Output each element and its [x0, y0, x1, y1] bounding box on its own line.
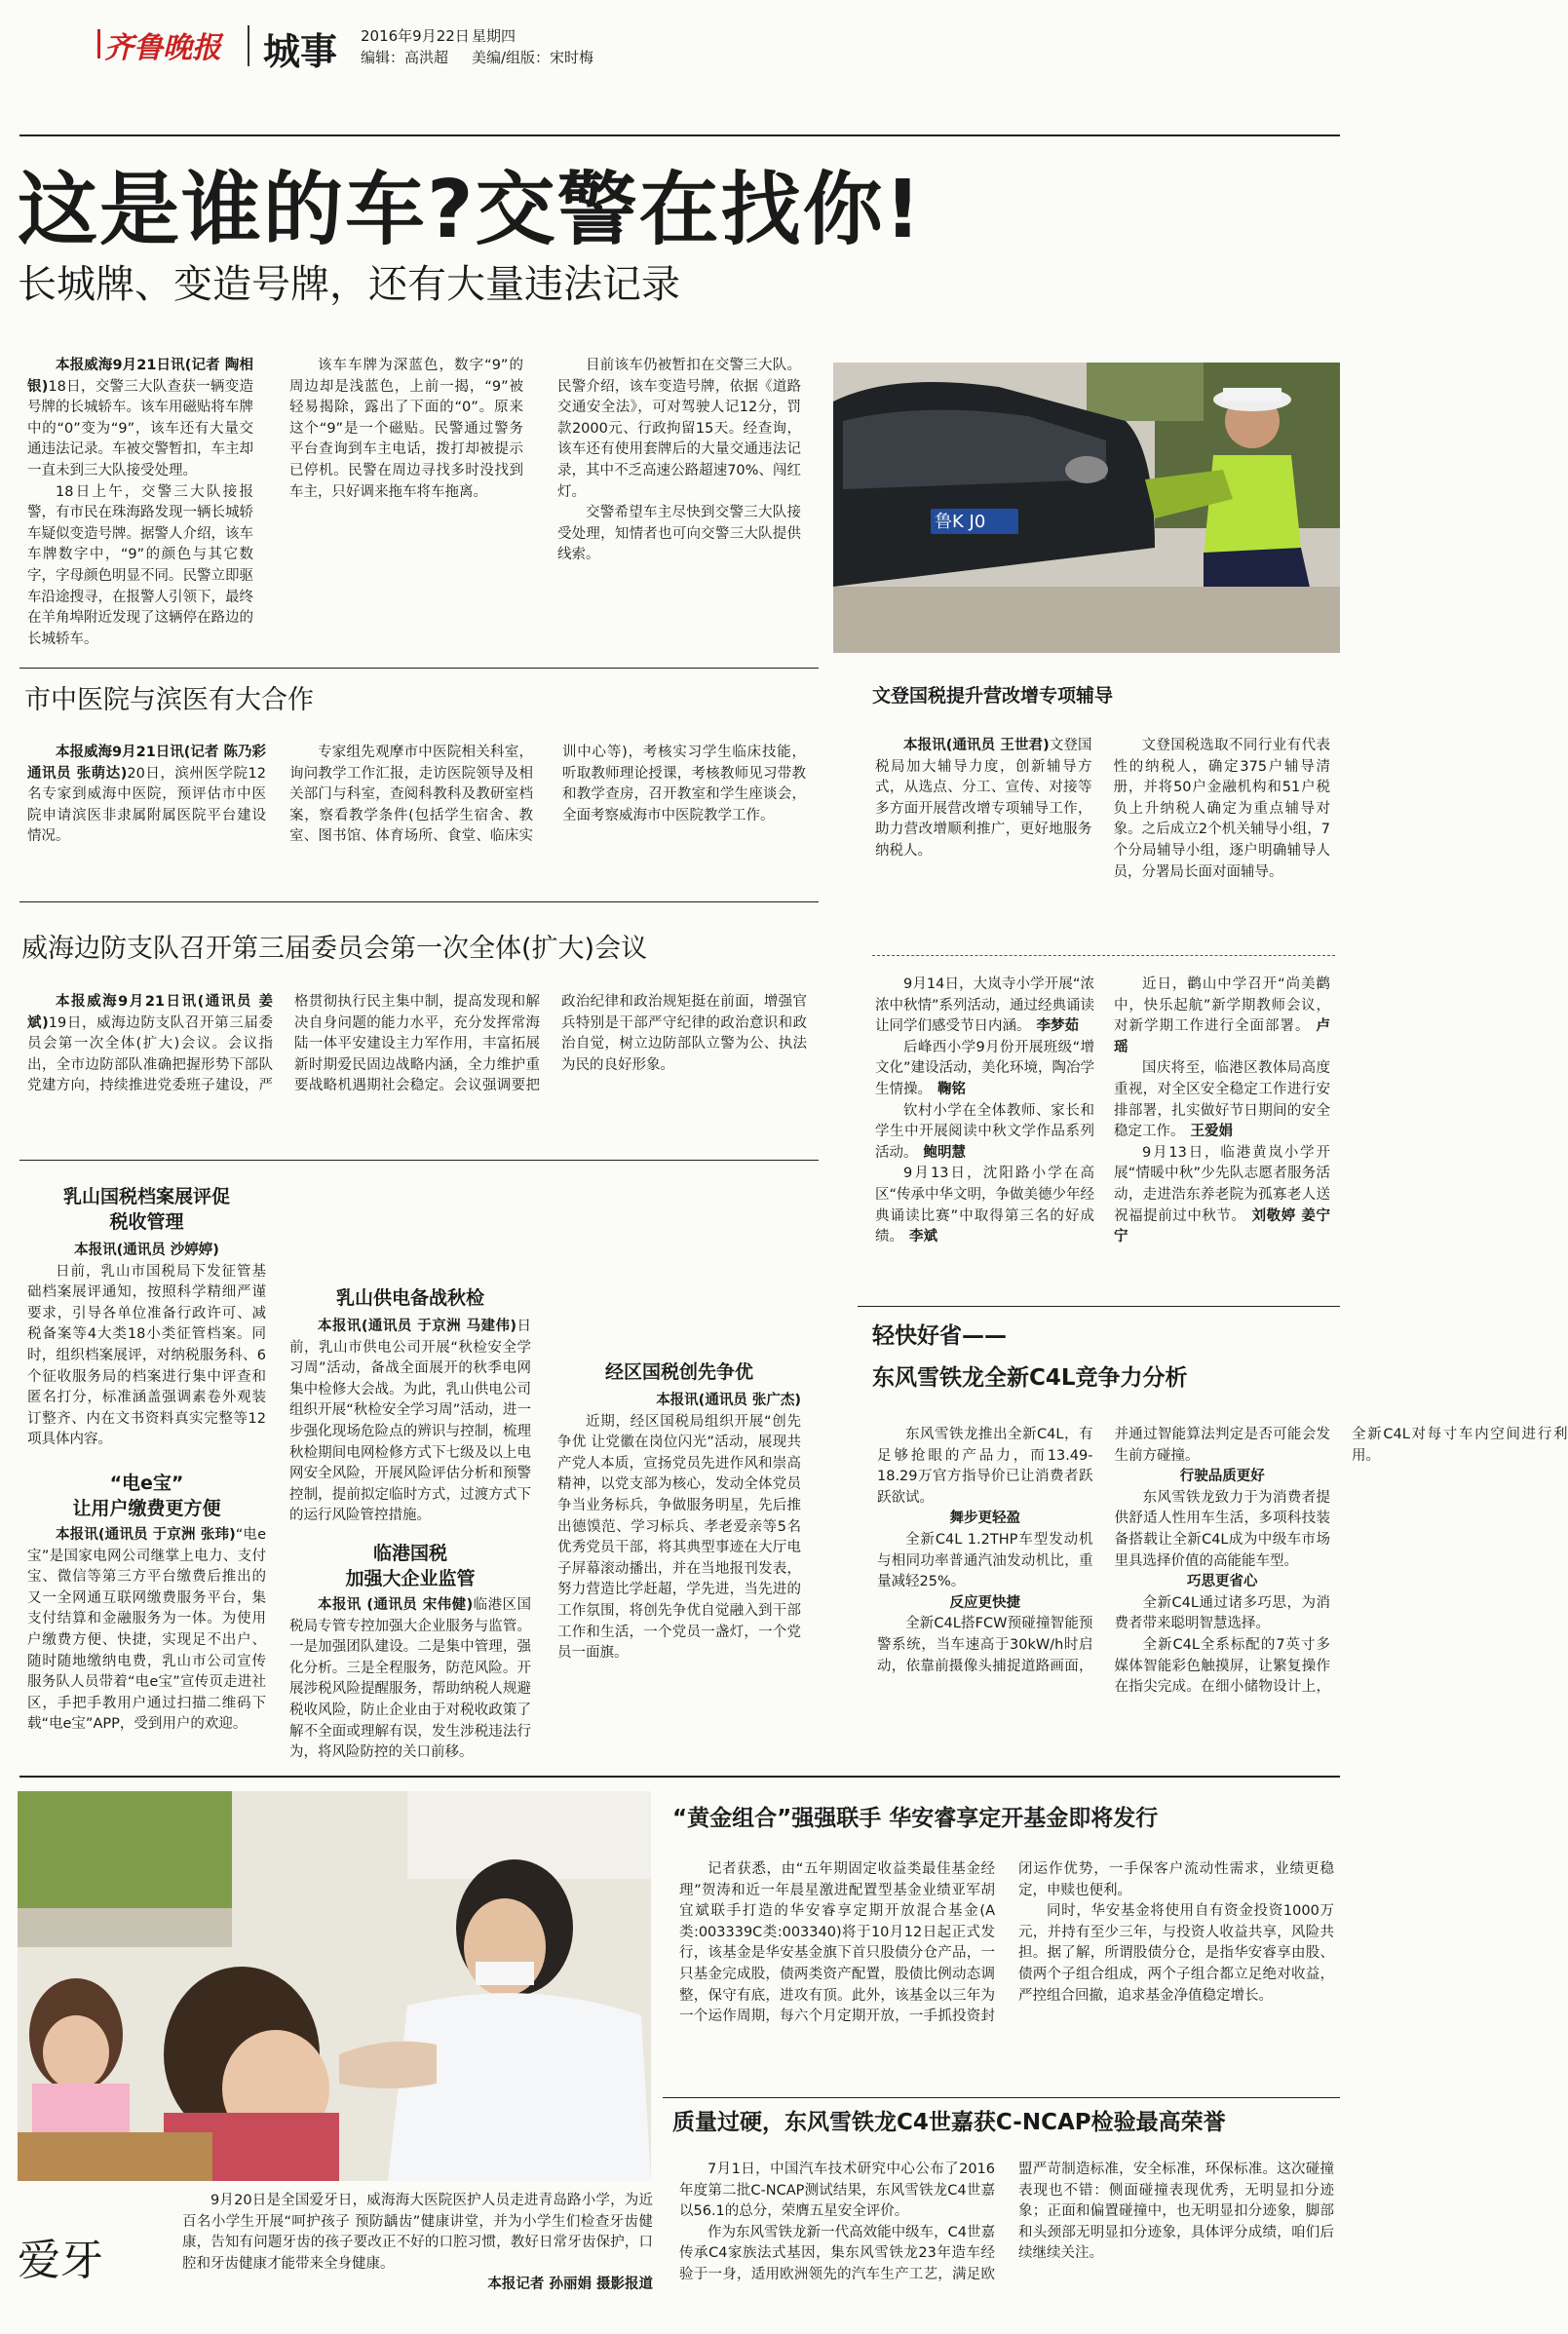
jingqu-tax-block: 经区国税创先争优 本报讯(通讯员 张广杰) 近期，经区国税局组织开展“创先争优 让党徽在岗位闪光”活动，展现共产党人本质，宣扬党员先进作风和崇高精神，以党支部为核心，发动全体党员争当业务标兵，争做服务明星，先后推出德馍范、学习标兵、孝老爱亲等5名优秀党员干部，将其典型事迹在大厅电子屏幕滚动播出，并在当地报刊发表，努力营造比学赶超，学先进，当先进的工作氛围，将创先争优自觉融入到干部工作和生活，一个党员一盏灯，一个党员一面旗。 [557, 1361, 801, 1662]
lead-photo-art [833, 363, 1340, 653]
dianebao-title-2: 让用户缴费更方便 [72, 1497, 221, 1519]
dianebao-title-1: “电e宝” [109, 1472, 184, 1494]
designer: 美编/组版：宋时梅 [472, 49, 594, 66]
dental-photo-art [18, 1791, 651, 2181]
lead-col2: 该车车牌为深蓝色，数字“9”的周边却是浅蓝色，上前一揭，“9”被轻易揭除，露出了下面的“0”。原来这个“9”是一个磁贴。民警通过警务平台查询到车主电话，拨打却被提示已停机。民警在周边寻找多时没找到车主，只好调来拖车将车拖离。 [289, 358, 523, 500]
issue-date: 2016年9月22日 [361, 27, 470, 45]
fund-bottom-rule [663, 2097, 1340, 2098]
border-body: 本报威海9月21日讯(通讯员 姜斌)19日，威海边防支队召开第三届委员会第一次全体(扩大)会议。会议指出，全市边防部队准确把握形势下部队党建方向，持续推进党委班子建设，严格贯彻执行民主集中制，提高发现和解决自身问题的能力水平，充分发挥常海陆一体平安建设主力军作用，丰富拓展新时期爱民固边战略内涵，全力维护重要战略机遇期社会稳定。会议强调要把政治纪律和政治规矩挺在前面，增强官兵特别是干部严守纪律的政治意识和政治自觉，树立边防部队立警为公、执法为民的良好形象。 [27, 994, 807, 1094]
briefs-bottom-rule [858, 1306, 1340, 1307]
lead-subhead: 长城牌、变造号牌，还有大量违法记录 [18, 262, 680, 307]
border-bottom-rule [19, 1160, 819, 1161]
c4l-body: 东风雪铁龙推出全新C4L，有足够抢眼的产品力，而13.49-18.29万官方指导价已让消费者跃跃欲试。 舞步更轻盈 全新C4L 1.2THP车型发动机与相同功率普通汽油发动机比，重量减轻25%。 反应更快捷 全新C4L搭FCW预碰撞智能预警系统，当车速高于30kW/h时启动，依靠前摄像头捕捉道路画面，并通过智能算法判定是否可能会发生前方碰撞。 行驶品质更好 东风雪铁龙致力于为消费者提供舒适人性用车生活，多项科技装备搭载让全新C4L成为中级车市场里具选择价值的高能能车型。 巧思更省心 全新C4L通过诸多巧思，为消费者带来聪明智慧选择。 全新C4L全系标配的7英寸多媒体智能彩色触摸屏，让繁复操作在指尖完成。在细小储物设计上，全新C4L对每寸车内空间进行利用。 [877, 1427, 1568, 1696]
lead-col1: 本报威海9月21日讯(记者 陶相银)18日，交警三大队查获一辆变造号牌的长城轿车。该车用磁贴将车牌中的“0”变为“9”，该车还有大量交通违法记录。车被交警暂扣，车主却一直未到三大队接受处理。 18日上午，交警三大队接报警，有市民在珠海路发现一辆长城轿车疑似变造号牌。据警人介绍，该车车牌数字中，“9”的颜色与其它数字，字母颜色明显不同。民警立即驱车沿途搜寻，在报警人引领下，最终在羊角埠附近发现了这辆停在路边的长城轿车。 [27, 358, 253, 647]
teeth-label: 爱牙 [18, 2236, 103, 2285]
editor: 编辑：高洪超 [361, 49, 449, 66]
mid-bottom-rule [19, 1776, 1340, 1778]
masthead-logo-bar [97, 29, 100, 58]
masthead-divider [248, 25, 249, 66]
rushan-tax-block: 乳山国税档案展评促税收管理 本报讯(通讯员 沙婷婷) 日前，乳山市国税局下发征管基础档案展评通知，按照科学精细严谨要求，引导各单位准备行政许可、减税备案等4大类18小类征管档案。同时，组织档案展评，对纳税服务科、6个征收服务局的档案进行集中评查和匿名打分，标准涵盖强调素卷外观装订整齐、内在文书资料真实完整等12项具体内容。 “电e宝” 让用户缴费更方便 本报讯(通讯员 于京洲 张玮)“电e宝”是国家电网公司继掌上电力、支付宝、微信等第三方平台缴费后推出的又一全网通互联网缴费服务平台，集支付结算和金融服务为一体。为使用户缴费方便、快捷，实现足不出户、随时随地缴纳电费，乳山市公司宣传服务队人员带着“电e宝”宣传页走进社区，手把手教用户通过扫描二维码下载“电e宝”APP，受到用户的欢迎。 [27, 1186, 266, 1733]
dental-photo [18, 1791, 651, 2181]
teeth-caption: 9月20日是全国爱牙日，威海海大医院医护人员走进青岛路小学，为近百名小学生开展“呵护孩子 预防龋齿”健康讲堂，并为小学生们检查牙齿健康，告知有问题牙齿的孩子要改正不好的口腔习惯，教好日常牙齿保护，口腔和牙齿健康才能带来全身健康。 本报记者 孙丽娟 摄影报道 [182, 2191, 653, 2296]
paper-logo: 齐鲁晚报 [104, 31, 221, 65]
lingang-tax-title-2: 加强大企业监管 [345, 1567, 476, 1589]
jingqu-tax-title: 经区国税创先争优 [604, 1361, 753, 1383]
masthead-rule [19, 134, 1340, 136]
ncap-title: 质量过硬，东风雪铁龙C4世嘉获C-NCAP检验最高荣誉 [672, 2110, 1226, 2135]
lead-byline: 本报威海9月21日讯(记者 陶相银) [27, 358, 253, 395]
lead-headline: 这是谁的车?交警在找你! [18, 164, 923, 256]
masthead [21, 18, 1337, 76]
hospital-bottom-rule [19, 901, 819, 902]
section-name: 城事 [263, 30, 338, 73]
c4l-kicker: 轻快好省—— [872, 1323, 1007, 1349]
lead-photo [833, 363, 1340, 653]
border-title: 威海边防支队召开第三届委员会第一次全体(扩大)会议 [21, 934, 648, 964]
rushan-tax-title: 乳山国税档案展评促税收管理 [62, 1186, 230, 1233]
c4l-title: 东风雪铁龙全新C4L竞争力分析 [872, 1365, 1188, 1391]
hospital-title: 市中医院与滨医有大合作 [24, 685, 314, 715]
wendeng-body: 本报讯(通讯员 王世君)文登国税局加大辅导力度，创新辅导方式，从选点、分工、宣传、对接等多方面开展营改增专项辅导工作，助力营改增顺利推广，更好地服务纳税人。 文登国税选取不同行业有代表性的纳税人，确定375户辅导清册，并将50户金融机构和51户税负上升纳税人确定为重点辅导对象。之后成立2个机关辅导小组，7个分局辅导小组，逐户明确辅导人员，分署局长面对面辅导。 [875, 738, 1330, 880]
briefs-left: 9月14日，大岚寺小学开展“浓浓中秋情”系列活动，通过经典诵读让同学们感受节日内涵。 李梦茹 后峰西小学9月份开展班级“增文化”建设活动，美化环境，陶冶学生情操。 鞠铭 钦村小学在全体教师、家长和学生中开展阅读中秋文学作品系列活动。 鲍明慧 9月13日，沈阳路小学在高区“传承中华文明，争做美德少年经典诵读比赛”中取得第三名的好成绩。 李斌 [875, 976, 1095, 1245]
rushan-power-block: 乳山供电备战秋检 本报讯(通讯员 于京洲 马建伟)日前，乳山市供电公司开展“秋检安全学习周”活动，备战全面展开的秋季电网集中检修大会战。为此，乳山供电公司组织开展“秋检安全学习周”活动，进一步强化现场危险点的辨识与控制，梳理秋检期间电网检修方式下七级及以上电网安全风险，开展风险评估分析和预警控制，提前拟定临时方式，过渡方式下的运行风险管控措施。 临港国税 加强大企业监管 本报讯 (通讯员 宋伟健)临港区国税局专管专控加强大企业服务与监管。一是加强团队建设。二是集中管理，强化分析。三是全程服务，防范风险。开展涉税风险提醒服务，帮助纳税人规避税收风险，防止企业由于对税收政策了解不全面或理解有误，发生涉税违法行为，将风险防控的关口前移。 [289, 1287, 532, 1761]
lead-col3: 目前该车仍被暂扣在交警三大队。民警介绍，该车变造号牌，依据《道路交通安全法》，可对驾驶人记12分，罚款2000元、行政拘留15天。经查询，该车还有使用套牌后的大量交通违法记录，其中不乏高速公路超速70%、闯红灯。 交警希望车主尽快到交警三大队接受处理，知情者也可向交警三大队提供线索。 [557, 358, 801, 563]
lingang-tax-title-1: 临港国税 [372, 1542, 447, 1564]
teeth-credit: 本报记者 孙丽娟 摄影报道 [487, 2277, 653, 2293]
hospital-col1: 本报威海9月21日讯(记者 陈乃彩 通讯员 张萌达)20日，滨州医学院12名专家到威海中医院，预评估市中医院申请滨医非隶属附属医院平台建设情况。 [27, 745, 266, 845]
wendeng-divider [872, 955, 1335, 956]
fund-title: “黄金组合”强强联手 华安睿享定开基金即将发行 [672, 1806, 1159, 1831]
lead-bottom-rule [19, 668, 819, 669]
rushan-power-title: 乳山供电备战秋检 [335, 1287, 484, 1309]
hospital-col2: 专家组先观摩市中医院相关科室，询问教学工作汇报，走访医院领导及相关部门与科室，查阅科教科及教研室档案，察看教学条件(包括学生宿舍、教室、图书馆、体育场所、食堂、临床实训中心等)，考核实习学生临床技能，听取教师理论授课，考核教师见习带教和教学查房，召开教室和学生座谈会，全面考察威海市中医院教学工作。 [289, 745, 806, 845]
wendeng-title: 文登国税提升营改增专项辅导 [872, 685, 1114, 707]
fund-body: 记者获悉，由“五年期固定收益类最佳基金经理”贺涛和近一年晨星激进配置型基金业绩亚军胡宜斌联手打造的华安睿享定期开放混合基金(A类:003339C类:003340)将于10月12日起正式发行，该基金是华安基金旗下首只股债分仓产品，一只基金完成股，债两类资产配置，股债比例动态调整，保守有底，进攻有顶。此外，该基金以三年为一个运作周期，每六个月定期开放，一手抓投资封闭运作优势，一手保客户流动性需求，业绩更稳定，申赎也便利。 同时，华安基金将使用自有资金投资1000万元，并持有至少三年，与投资人收益共享，风险共担。据了解，所谓股债分仓，是指华安睿享由股、债两个子组合组成，两个子组合都立足绝对收益，严控组合回撤，追求基金净值稳定增长。 [679, 1861, 1334, 2025]
ncap-body: 7月1日，中国汽车技术研究中心公布了2016年度第二批C-NCAP测试结果，东风雪铁龙C4世嘉以56.1的总分，荣膺五星安全评价。 作为东风雪铁龙新一代高效能中级车，C4世嘉传承C4家族法式基因，集东风雪铁龙23年造车经验于一身，适用欧洲领先的汽车生产工艺，满足欧盟严苛制造标准，安全标准，环保标准。这次碰撞表现也不错：侧面碰撞表现优秀，无明显扣分迹象；正面和偏置碰撞中，也无明显扣分迹象，脚部和头颈部无明显扣分迹象，具体评分成绩，咱们后续继续关注。 [679, 2162, 1334, 2282]
rushan-tax-byline: 本报讯(通讯员 沙婷婷) [74, 1243, 219, 1258]
plate-text: 鲁K J0 [935, 512, 986, 532]
briefs-right: 近日，鹳山中学召开“尚美鹳中，快乐起航”新学期教师会议，对新学期工作进行全面部署。 卢瑶 国庆将至，临港区教体局高度重视，对全区安全稳定工作进行安排部署，扎实做好节日期间的安全稳定工作。 王爱娟 9月13日，临港黄岚小学开展“情暖中秋”少先队志愿者服务活动，走进浩东养老院为孤寡老人送祝福提前过中秋节。 刘敬婷 姜宁宁 [1114, 976, 1330, 1245]
issue-weekday: 星期四 [472, 27, 516, 45]
